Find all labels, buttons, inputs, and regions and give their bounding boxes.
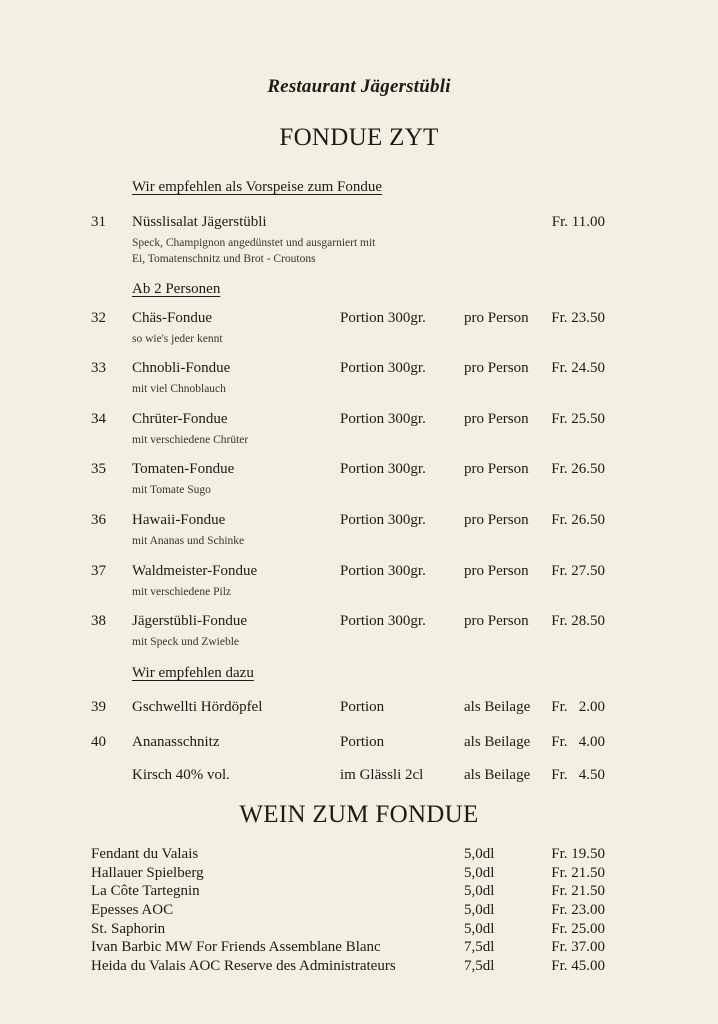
wine-volume: 5,0dl [464, 920, 495, 937]
wine-row [0, 865, 718, 884]
wine-name: St. Saphorin [91, 920, 166, 937]
item-price: Fr. 26.50 [551, 461, 605, 477]
item-name: Gschwellti Hördöpfel [132, 699, 263, 715]
wine-volume: 5,0dl [464, 902, 495, 919]
item-number: 34 [91, 411, 106, 427]
item-name: Waldmeister-Fondue [132, 563, 258, 579]
item-number: 36 [91, 512, 106, 528]
item-name: Nüsslisalat Jägerstübli [132, 214, 267, 230]
item-description: mit verschiedene Pilz [132, 586, 231, 598]
wine-price: Fr. 37.00 [551, 939, 605, 956]
item-description: mit Tomate Sugo [132, 484, 211, 496]
item-price: Fr. 4.00 [551, 734, 605, 750]
item-portion: Portion 300gr. [340, 360, 426, 376]
item-price: Fr. 28.50 [551, 613, 605, 629]
item-description: so wie's jeder kennt [132, 333, 223, 345]
wine-volume: 5,0dl [464, 846, 495, 862]
wine-volume: 5,0dl [464, 864, 495, 881]
fondue-item [0, 411, 718, 451]
item-name: Ananasschnitz [132, 734, 220, 750]
item-per-person: pro Person [464, 512, 529, 528]
item-number: 37 [91, 563, 106, 579]
wine-price: Fr. 23.00 [551, 902, 605, 919]
wine-list [0, 846, 718, 977]
item-description: mit verschiedene Chrüter [132, 434, 249, 446]
item-number: 38 [91, 613, 106, 629]
wine-name: Ivan Barbic MW For Friends Assemblane Blanc [91, 939, 381, 956]
item-name: Jägerstübli-Fondue [132, 613, 247, 629]
wine-row [0, 939, 718, 958]
item-price: Fr. 11.00 [551, 214, 605, 230]
item-serving-type: als Beilage [464, 734, 531, 750]
item-per-person: pro Person [464, 563, 529, 579]
fondue-item [0, 563, 718, 603]
section-heading-dazu: Wir empfehlen dazu [132, 665, 254, 681]
wine-name: Heida du Valais AOC Reserve des Administrateurs [91, 958, 396, 975]
item-portion: Portion 300gr. [340, 613, 426, 629]
item-description: mit viel Chnoblauch [132, 383, 226, 395]
wine-price: Fr. 19.50 [551, 846, 605, 862]
wine-row [0, 921, 718, 940]
item-description-line: Ei, Tomatenschnitz und Brot - Croutons [132, 253, 316, 265]
item-name: Chrüter-Fondue [132, 411, 228, 427]
item-per-person: pro Person [464, 411, 529, 427]
wine-name: Epesses AOC [91, 902, 174, 919]
wine-price: Fr. 45.00 [551, 958, 605, 975]
restaurant-name: Restaurant Jägerstübli [267, 76, 451, 97]
item-price: Fr. 24.50 [551, 360, 605, 376]
item-serving-type: als Beilage [464, 699, 531, 715]
item-portion: Portion 300gr. [340, 310, 426, 326]
item-price: Fr. 23.50 [551, 310, 605, 326]
item-portion: Portion 300gr. [340, 563, 426, 579]
item-portion: Portion [340, 734, 385, 750]
wine-name: La Côte Tartegnin [91, 883, 200, 900]
item-price: Fr. 27.50 [551, 563, 605, 579]
page-title: FONDUE ZYT [279, 124, 439, 151]
wine-price: Fr. 21.50 [551, 883, 605, 900]
wine-volume: 7,5dl [464, 939, 495, 956]
item-price: Fr. 2.00 [551, 699, 605, 715]
item-per-person: pro Person [464, 360, 529, 376]
wine-row [0, 902, 718, 921]
wine-name: Fendant du Valais [91, 846, 199, 862]
wine-section-title: WEIN ZUM FONDUE [239, 801, 479, 828]
item-description: mit Speck und Zwieble [132, 636, 239, 648]
item-serving-type: als Beilage [464, 767, 531, 783]
item-name: Hawaii-Fondue [132, 512, 226, 528]
fondue-item [0, 461, 718, 501]
item-price: Fr. 4.50 [551, 767, 605, 783]
item-price: Fr. 25.50 [551, 411, 605, 427]
item-number: 40 [91, 734, 106, 750]
fondue-item [0, 613, 718, 653]
menu-item-starter [0, 214, 718, 265]
side-item [0, 699, 718, 739]
wine-price: Fr. 25.00 [551, 920, 605, 937]
item-name: Chäs-Fondue [132, 310, 212, 326]
item-description: mit Ananas und Schinke [132, 535, 245, 547]
item-price: Fr. 26.50 [551, 512, 605, 528]
wine-volume: 5,0dl [464, 883, 495, 900]
item-portion: Portion 300gr. [340, 411, 426, 427]
fondue-item [0, 360, 718, 400]
item-number: 33 [91, 360, 106, 376]
item-per-person: pro Person [464, 613, 529, 629]
fondue-item [0, 512, 718, 552]
wine-row [0, 883, 718, 902]
wine-volume: 7,5dl [464, 958, 495, 975]
item-name: Kirsch 40% vol. [132, 767, 230, 783]
fondue-item [0, 310, 718, 350]
wine-row [0, 958, 718, 977]
section-heading-personen: Ab 2 Personen [132, 281, 221, 297]
item-portion: im Glässli 2cl [340, 767, 424, 783]
item-per-person: pro Person [464, 461, 529, 477]
item-per-person: pro Person [464, 310, 529, 326]
section-heading-vorspeise: Wir empfehlen als Vorspeise zum Fondue [132, 179, 383, 195]
item-number: 39 [91, 699, 106, 715]
wine-row [0, 846, 718, 865]
item-portion: Portion 300gr. [340, 461, 426, 477]
wine-name: Hallauer Spielberg [91, 864, 204, 881]
item-name: Tomaten-Fondue [132, 461, 235, 477]
item-number: 35 [91, 461, 106, 477]
item-description-line: Speck, Champignon angedünstet und ausgarniert mit [132, 237, 376, 249]
wine-price: Fr. 21.50 [551, 864, 605, 881]
item-portion: Portion [340, 699, 385, 715]
item-name: Chnobli-Fondue [132, 360, 231, 376]
item-portion: Portion 300gr. [340, 512, 426, 528]
item-number: 31 [91, 214, 106, 230]
item-number: 32 [91, 310, 106, 326]
item-description [132, 235, 375, 267]
